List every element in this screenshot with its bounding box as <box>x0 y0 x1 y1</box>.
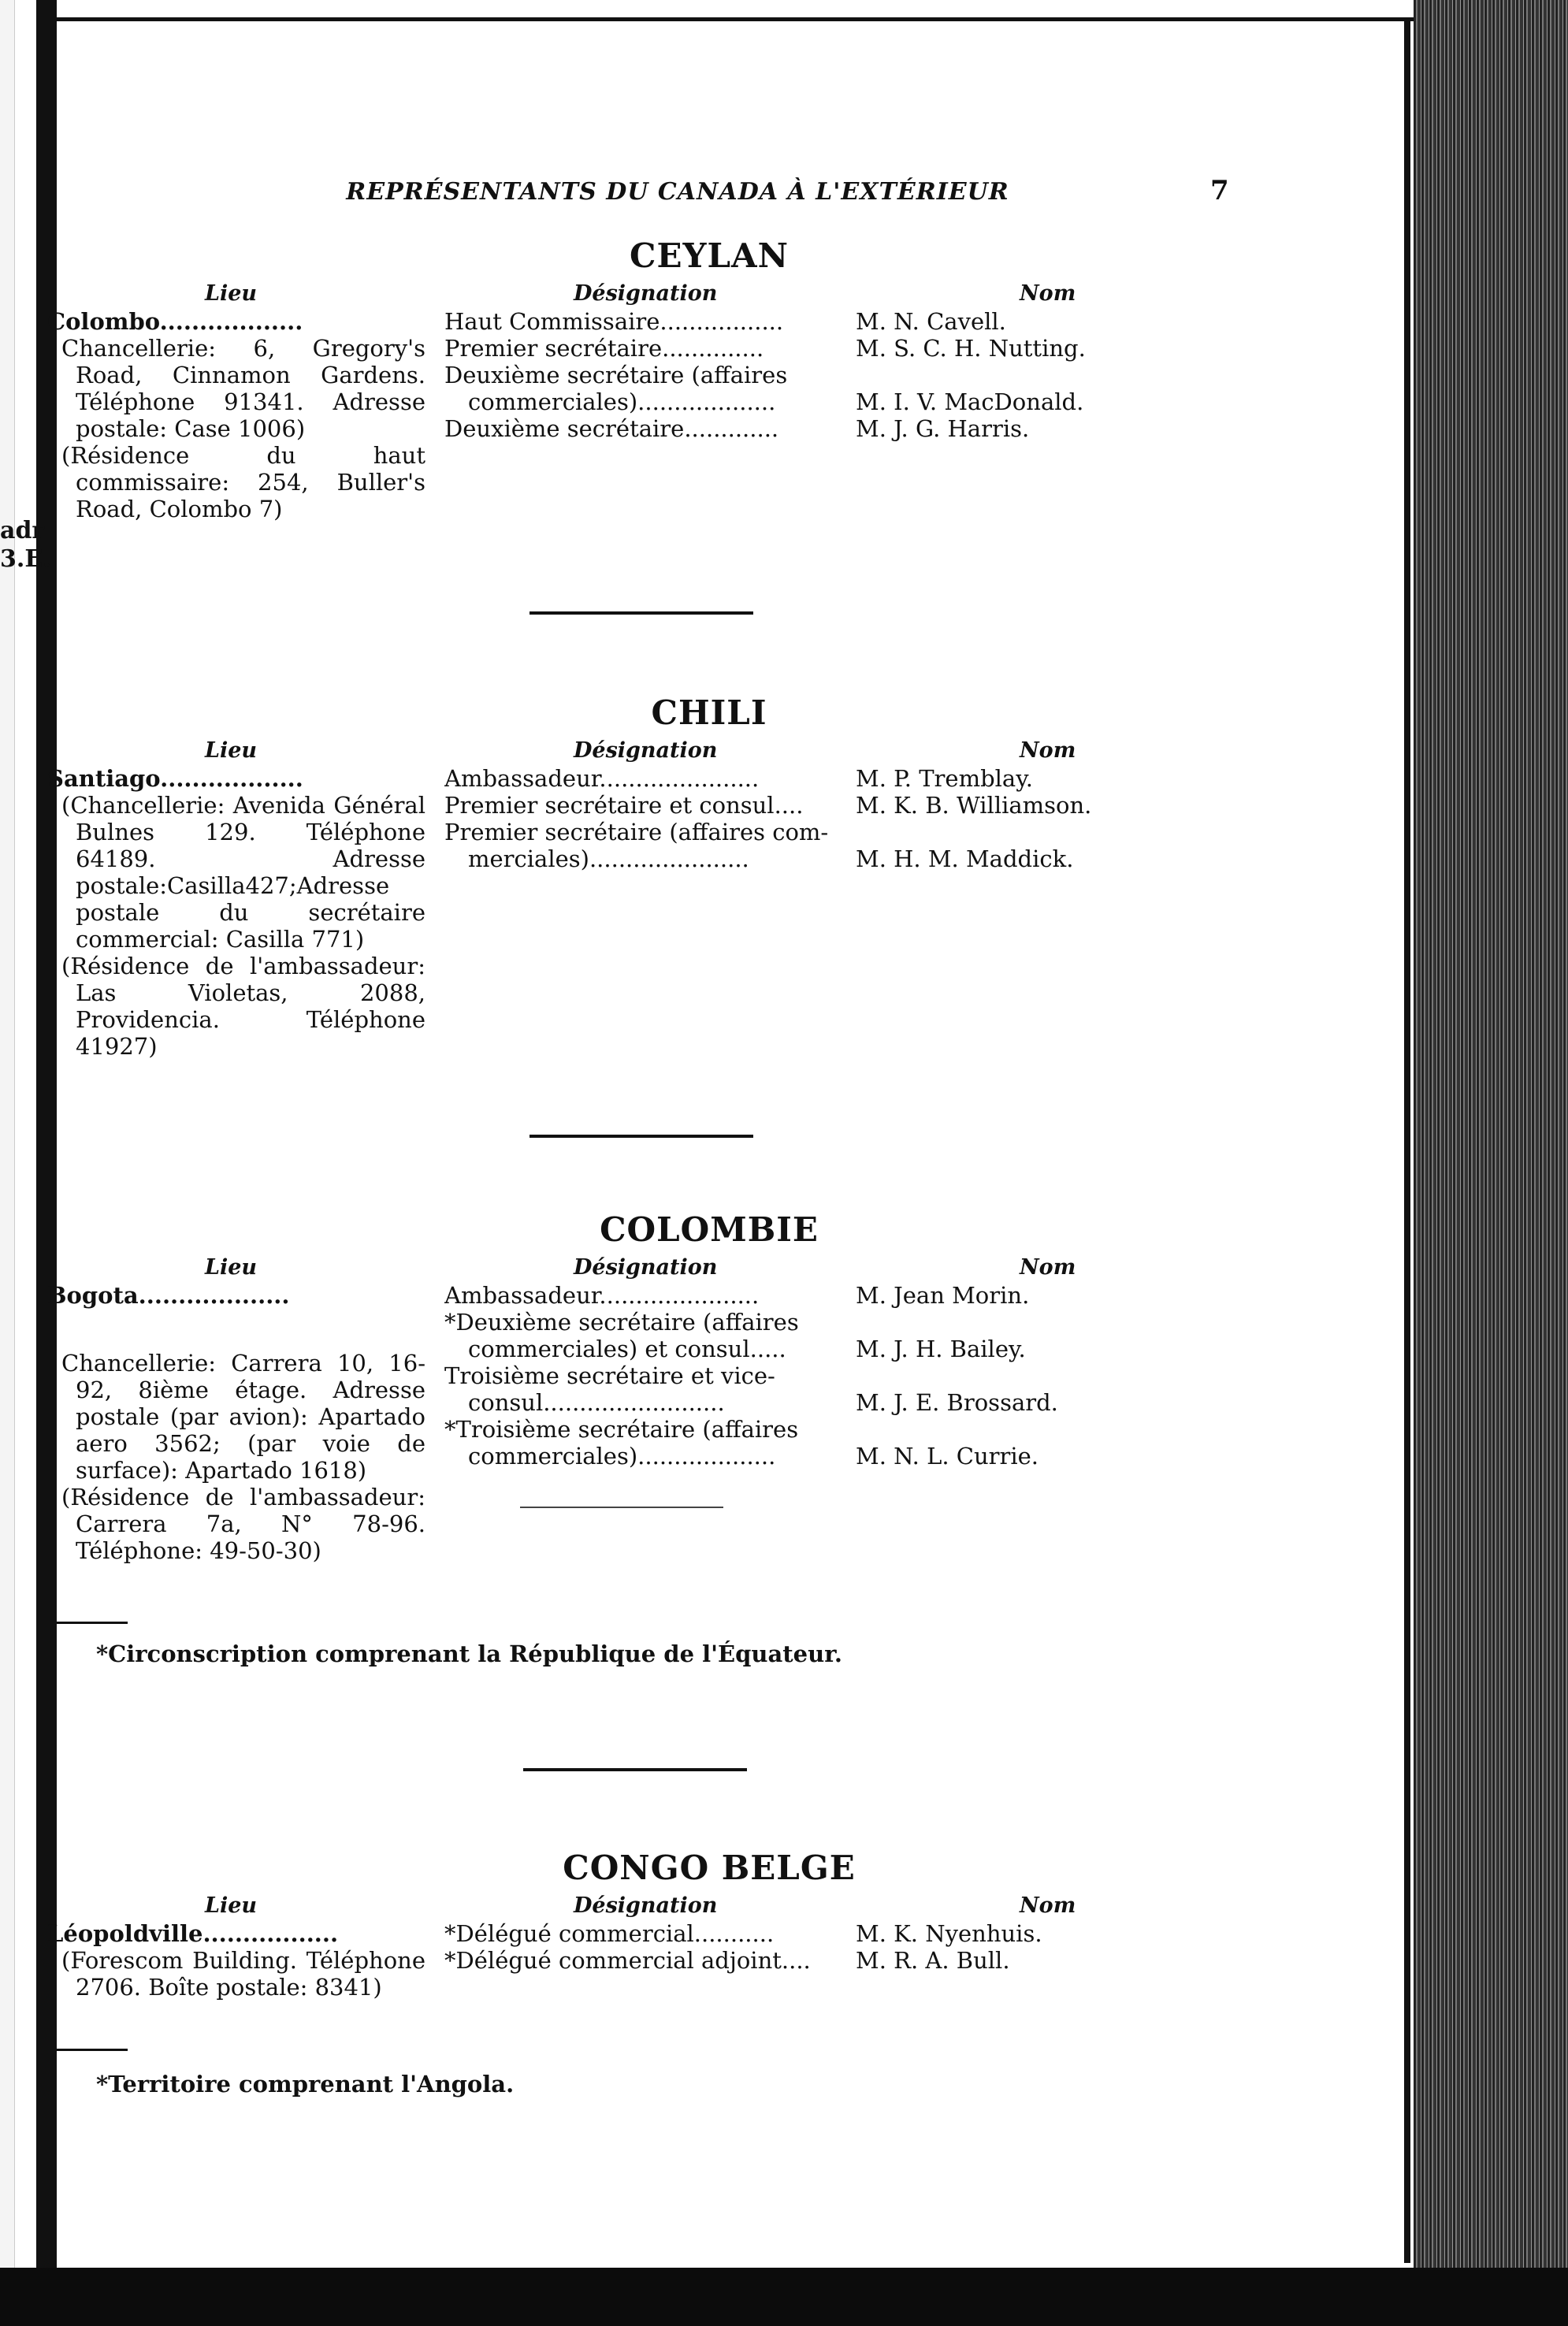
section-chili <box>47 693 1229 1060</box>
section-divider <box>523 1768 747 1771</box>
residence-detail: (Résidence de l'ambassadeur: Las Violetas, 2088, Providencia. Téléphone 41927) <box>61 953 425 1060</box>
name-line: M. Jean Morin. <box>856 1282 1030 1309</box>
column-headers <box>47 1255 1229 1282</box>
name-line: M. J. E. Brossard. <box>856 1389 1058 1416</box>
designation-line: Premier secrétaire.............. <box>444 335 764 362</box>
designation-line: Troisième secrétaire et vice- <box>444 1362 775 1389</box>
designation-line: Ambassadeur...................... <box>444 765 760 792</box>
address-detail: Chancellerie: 6, Gregory's Road, Cinnamon Gardens. Téléphone 91341. Adresse postale: Case 1006) <box>61 335 425 442</box>
residence-detail: (Résidence de l'ambassadeur: Carrera 7a, N° 78-96. Téléphone: 49-50-30) <box>61 1484 425 1564</box>
designation-column <box>444 1282 838 1470</box>
designation-line: *Délégué commercial........... <box>444 1920 775 1947</box>
header-nom: Nom <box>1020 1893 1076 1918</box>
address-detail: (Chancellerie: Avenida Général Bulnes 129. Téléphone 64189. Adresse postale:Casilla427;Adresse postale du secrétaire commercial: Casilla 771) <box>61 792 425 953</box>
header-designation: Désignation <box>574 1255 718 1280</box>
page-number: 7 <box>1210 175 1229 206</box>
name-line: M. J. G. Harris. <box>856 415 1030 442</box>
lieu-column <box>47 308 425 522</box>
name-line: M. H. M. Maddick. <box>856 845 1074 872</box>
name-line: M. J. H. Bailey. <box>856 1336 1026 1362</box>
header-lieu: Lieu <box>205 738 258 763</box>
designation-line: Premier secrétaire et consul.... <box>444 792 804 819</box>
footnote: *Circonscription comprenant la République de l'Équateur. <box>96 1640 842 1667</box>
name-line <box>856 1309 1218 1336</box>
page-stack-edge <box>1414 0 1568 2326</box>
country-heading: CEYLAN <box>630 236 789 275</box>
header-lieu: Lieu <box>205 281 258 306</box>
designation-column <box>444 1920 838 1974</box>
country-heading: CHILI <box>651 693 767 732</box>
designation-line: Haut Commissaire................. <box>444 308 784 335</box>
margin-fragment: adr <box>0 517 45 544</box>
name-line: M. K. B. Williamson. <box>856 792 1092 819</box>
country-heading: COLOMBIE <box>600 1210 819 1249</box>
designation-line: commerciales)................... <box>468 388 776 415</box>
lieu-column <box>47 1920 425 2001</box>
column-headers <box>47 1893 1229 1920</box>
table-end-rule <box>520 1507 723 1508</box>
frame-rule-right <box>1404 17 1410 2263</box>
lieu-column <box>47 765 425 1060</box>
name-line: M. I. V. MacDonald. <box>856 388 1084 415</box>
designation-line: merciales)...................... <box>468 845 749 872</box>
designation-line: Premier secrétaire (affaires com- <box>444 819 829 845</box>
page-left-edge <box>0 0 15 2326</box>
nom-column <box>856 1920 1218 1974</box>
name-line: M. N. Cavell. <box>856 308 1006 335</box>
header-nom: Nom <box>1020 1255 1076 1280</box>
designation-column <box>444 308 838 442</box>
address-detail: (Forescom Building. Téléphone 2706. Boîte postale: 8341) <box>61 1947 425 2001</box>
running-head: REPRÉSENTANTS DU CANADA À L'EXTÉRIEUR <box>346 178 1009 206</box>
section-divider <box>529 611 753 615</box>
designation-line: Deuxième secrétaire (affaires <box>444 362 788 388</box>
section-ceylan <box>47 236 1229 522</box>
name-line <box>856 819 1218 845</box>
column-headers <box>47 738 1229 765</box>
designation-line: *Délégué commercial adjoint.... <box>444 1947 811 1974</box>
country-heading: CONGO BELGE <box>563 1849 856 1887</box>
column-headers <box>47 281 1229 308</box>
footnote: *Territoire comprenant l'Angola. <box>96 2071 515 2097</box>
designation-line: *Deuxième secrétaire (affaires <box>444 1309 799 1336</box>
name-line <box>856 1416 1218 1443</box>
section-congo-belge <box>47 1849 1229 2001</box>
designation-line: commerciales) et consul..... <box>468 1336 786 1362</box>
name-line: M. P. Tremblay. <box>856 765 1033 792</box>
footnote-rule <box>52 2049 128 2051</box>
nom-column <box>856 308 1218 442</box>
header-nom: Nom <box>1020 281 1076 306</box>
name-line: M. K. Nyenhuis. <box>856 1920 1042 1947</box>
header-lieu: Lieu <box>205 1893 258 1918</box>
designation-column <box>444 765 838 872</box>
header-lieu: Lieu <box>205 1255 258 1280</box>
name-line: M. N. L. Currie. <box>856 1443 1039 1470</box>
nom-column <box>856 1282 1218 1470</box>
footnote-rule <box>52 1622 128 1624</box>
header-designation: Désignation <box>574 738 718 763</box>
section-divider <box>529 1135 753 1138</box>
lieu-column <box>47 1282 425 1564</box>
designation-line: Deuxième secrétaire............. <box>444 415 779 442</box>
designation-line: commerciales)................... <box>468 1443 776 1470</box>
frame-rule-top <box>47 17 1434 21</box>
city-name: Colombo.................. <box>47 308 303 335</box>
header-nom: Nom <box>1020 738 1076 763</box>
designation-line: *Troisième secrétaire (affaires <box>444 1416 799 1443</box>
name-line <box>856 362 1218 388</box>
name-line: M. R. A. Bull. <box>856 1947 1010 1974</box>
city-name: Santiago.................. <box>47 765 303 792</box>
city-name: Léopoldville................. <box>47 1920 339 1947</box>
name-line <box>856 1362 1218 1389</box>
section-colombie <box>47 1210 1229 1564</box>
header-designation: Désignation <box>574 1893 718 1918</box>
name-line: M. S. C. H. Nutting. <box>856 335 1086 362</box>
city-name: Bogota................... <box>47 1282 290 1309</box>
designation-line: Ambassadeur...................... <box>444 1282 760 1309</box>
header-designation: Désignation <box>574 281 718 306</box>
address-detail: Chancellerie: Carrera 10, 16-92, 8ième étage. Adresse postale (par avion): Apartado aero 3562; (par voie de surface): Apartado 1618) <box>61 1350 425 1484</box>
margin-fragment: 3.E. <box>0 545 51 573</box>
residence-detail: (Résidence du haut commissaire: 254, Buller's Road, Colombo 7) <box>61 442 425 522</box>
scan-bottom-band <box>0 2268 1568 2326</box>
nom-column <box>856 765 1218 872</box>
designation-line: consul......................... <box>468 1389 725 1416</box>
